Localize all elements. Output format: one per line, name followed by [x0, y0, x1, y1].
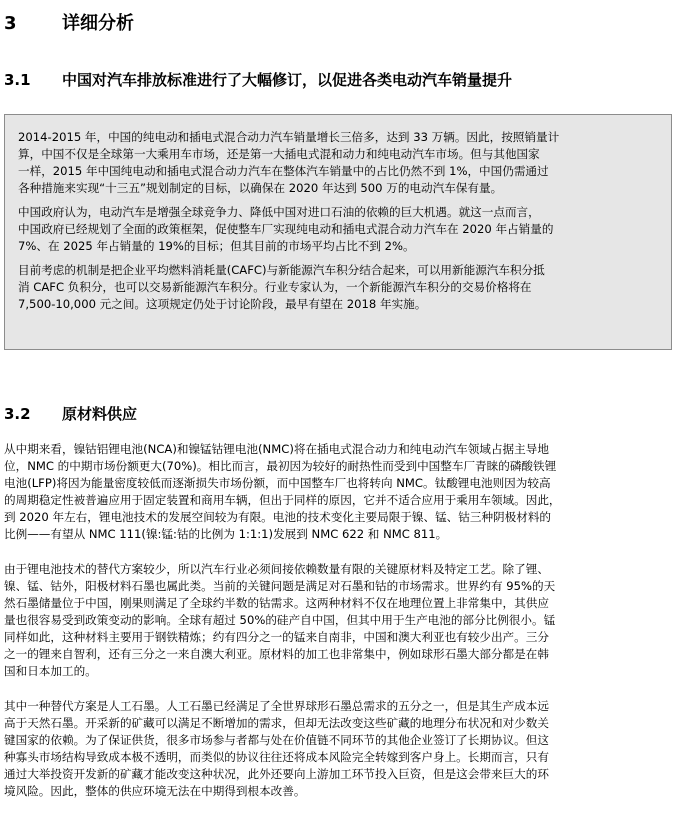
- text-line: 的周期稳定性被普遍应用于固定装置和商用车辆，但出于同样的原因，它并不适合应用于乘用车领域。因此，: [4, 493, 561, 507]
- subsection-heading-3-2: [4, 404, 664, 425]
- text-line: 消 CAFC 负积分，也可以交易新能源汽车积分。行业专家认为，一个新能源汽车积分的交易价格将在: [18, 280, 532, 294]
- text-line: 由于锂电池技术的替代方案较少，所以汽车行业必须间接依赖数量有限的关键原材料及特定工艺。除了锂、: [4, 562, 549, 576]
- highlight-box-content: [18, 129, 663, 320]
- text-line: 键国家的依赖。为了保证供货，很多市场参与者都与处在价值链不同环节的其他企业签订了长期协议。但这: [4, 733, 549, 747]
- text-line: 各种措施来实现“十三五”规划制定的目标，以确保在 2020 年达到 500 万的电动汽车保有量。: [18, 181, 503, 195]
- subsection-title: 原材料供应: [62, 405, 138, 423]
- paragraph: [4, 698, 668, 800]
- text-line: 种寡头市场结构导致成本极不透明，而类似的协议往往还将成本风险完全转嫁到客户身上。长期而言，只有: [4, 750, 549, 764]
- text-line: 然石墨储量位于中国，刚果则满足了全球约半数的钴需求。这两种材料不仅在地理位置上非常集中，其供应: [4, 596, 549, 610]
- paragraph: [18, 129, 663, 197]
- paragraph: [18, 204, 663, 255]
- text-line: 中国政府已经规划了全面的政策框架，促使整车厂实现纯电动和插电式混合动力汽车在 2020 年占销量的: [18, 222, 554, 236]
- text-line: 一样，2015 年中国纯电动和插电式混合动力汽车在整体汽车销量中的占比仍然不到 1%，中国仍需通过: [18, 164, 549, 178]
- text-line: 7,500-10,000 元之间。这项规定仍处于讨论阶段，最早有望在 2018 年实施。: [18, 297, 427, 311]
- text-line: 之一的锂来自智利，还有三分之一来自澳大利亚。原材料的加工也非常集中，例如球形石墨大部分都是在韩: [4, 647, 549, 661]
- subsection-number: 3.2: [4, 405, 31, 423]
- text-line: 高于天然石墨。开采新的矿藏可以满足不断增加的需求，但却无法改变这些矿藏的地理分布状况和对少数关: [4, 716, 549, 730]
- text-line: 量也很容易受到政策变动的影响。全球有超过 50%的硅产自中国，但其中用于生产电池的部分比例很小。锰: [4, 613, 556, 627]
- text-line: 其中一种替代方案是人工石墨。人工石墨已经满足了全世界球形石墨总需求的五分之一，但是其生产成本远: [4, 699, 549, 713]
- paragraph: [4, 561, 668, 680]
- paragraph: [18, 262, 663, 313]
- highlight-box: [4, 114, 672, 350]
- text-line: 目前考虑的机制是把企业平均燃料消耗量(CAFC)与新能源汽车积分结合起来，可以用新能源汽车积分抵: [18, 263, 545, 277]
- text-line: 国和日本加工的。: [4, 664, 97, 678]
- section-heading: [4, 12, 664, 36]
- text-line: 镍、锰、钴外，阳极材料石墨也属此类。当前的关键问题是满足对石墨和钴的市场需求。世界约有 95%的天: [4, 579, 556, 593]
- section-number: 3: [4, 13, 17, 34]
- text-line: 从中期来看，镍钴铝锂电池(NCA)和镍锰钴锂电池(NMC)将在插电式混合动力和纯电动汽车领域占据主导地: [4, 442, 549, 456]
- text-line: 比例——有望从 NMC 111(镍:锰:钴的比例为 1:1:1)发展到 NMC 622 和 NMC 811。: [4, 527, 448, 541]
- text-line: 境风险。因此，整体的供应环境无法在中期得到根本改善。: [4, 784, 306, 798]
- paragraph: [4, 441, 668, 543]
- body-text: [4, 441, 668, 818]
- text-line: 2014-2015 年，中国的纯电动和插电式混合动力汽车销量增长三倍多，达到 33 万辆。因此，按照销量计: [18, 130, 560, 144]
- text-line: 通过大举投资开发新的矿藏才能改变这种状况，此外还要向上游加工环节投入巨资，但是这会带来巨大的环: [4, 767, 549, 781]
- subsection-number: 3.1: [4, 71, 31, 89]
- text-line: 7%、在 2025 年占销量的 19%的目标；但其目前的市场平均占比不到 2%。: [18, 239, 415, 253]
- text-line: 位，NMC 的中期市场份额更大(70%)。相比而言，最初因为较好的耐热性而受到中国整车厂青睐的磷酸铁锂: [4, 459, 557, 473]
- subsection-heading-3-1: [4, 70, 664, 91]
- subsection-title: 中国对汽车排放标准进行了大幅修订，以促进各类电动汽车销量提升: [62, 71, 513, 89]
- section-title: 详细分析: [62, 13, 134, 34]
- text-line: 电池(LFP)将因为能量密度较低而逐渐损失市场份额，而中国整车厂也将转向 NMC。钛酸锂电池则因为较高: [4, 476, 551, 490]
- text-line: 同样如此，这种材料主要用于钢铁精炼；约有四分之一的锰来自南非，中国和澳大利亚也有较少出产。三分: [4, 630, 549, 644]
- text-line: 算，中国不仅是全球第一大乘用车市场，还是第一大插电式混和动力和纯电动汽车市场。但与其他国家: [18, 147, 540, 161]
- text-line: 到 2020 年左右，锂电池技术的发展空间较为有限。电池的技术变化主要局限于镍、锰、钴三种阴极材料的: [4, 510, 552, 524]
- text-line: 中国政府认为，电动汽车是增强全球竞争力、降低中国对进口石油的依赖的巨大机遇。就这一点而言，: [18, 205, 540, 219]
